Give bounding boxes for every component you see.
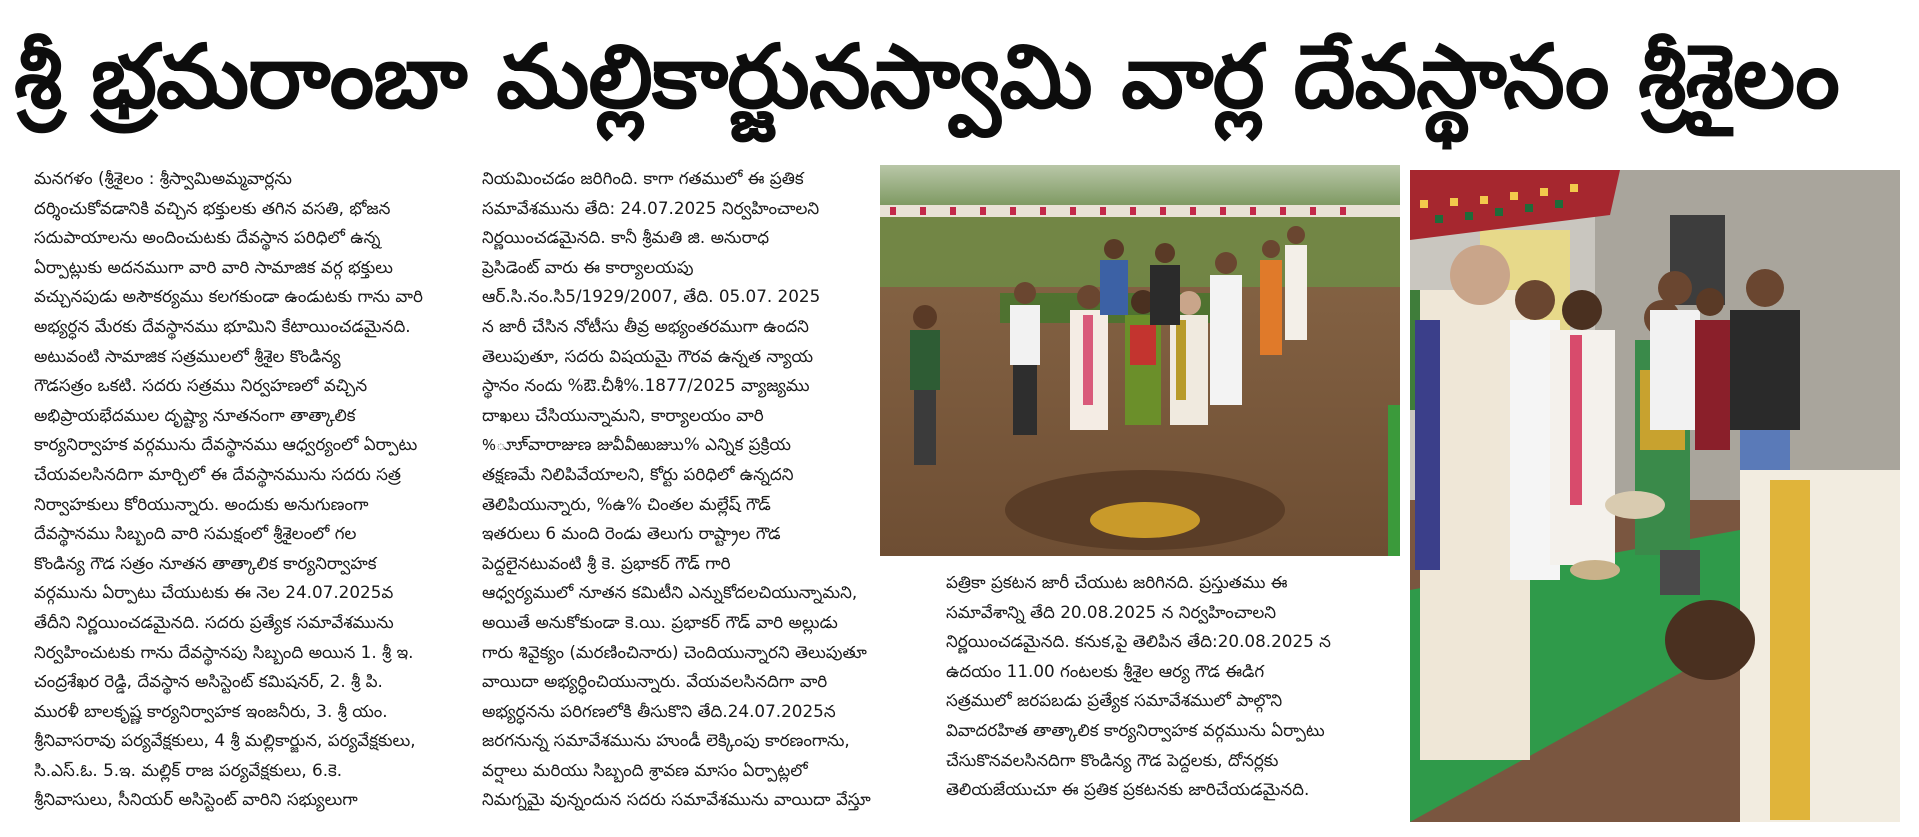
article-line: వచ్చునపుడు అసౌకర్యము కలగకుండా ఉండుటకు గాను వారి	[34, 286, 423, 307]
article-line: నిర్వాహకులు కోరియున్నారు. అందుకు అనుగుణంగా	[34, 493, 369, 514]
article-line: వాయిదా అభ్యర్ధించియున్నారు. వేయవలసినదిగా వారి	[482, 671, 828, 692]
article-line: సదుపాయాలను అందించుటకు దేవస్థాన పరిధిలో ఉన్న	[34, 227, 381, 248]
article-line: సమావేశాన్ని తేది 20.08.2025 న నిర్వహించాలని	[946, 601, 1277, 622]
article-line: వర్షాలు మరియు సిబ్బంది శ్రావణ మాసం ఏర్పాట్లలో	[482, 759, 808, 780]
article-line: ప్రెసిడెంట్ వారు ఈ కార్యాలయపు	[482, 256, 694, 277]
article-line: జరగనున్న సమావేశమును హుండీ లెక్కింపు కారణంగాను,	[482, 730, 850, 751]
article-line: నిర్వహించుటకు గాను దేవస్థానపు సిబ్బంది అయిన 1. శ్రీ ఇ.	[34, 641, 414, 662]
article-line: దాఖలు చేసియున్నామని, కార్యాలయం వారి	[482, 404, 764, 425]
article-line: సత్రములో జరపబడు ప్రత్యేక సమావేశములో పాల్గొని	[946, 690, 1283, 711]
article-line: అభ్యర్ధనను పరిగణలోకి తీసుకొని తేది.24.07.2025న	[482, 700, 836, 721]
field-scene-image	[880, 165, 1400, 556]
article-line: వర్గమును ఏర్పాటు చేయుటకు ఈ నెల 24.07.2025వ	[34, 582, 394, 603]
ceremony-photo-elders	[1410, 170, 1900, 822]
article-line: సి.ఎస్.ఓ. 5.ఇ. మల్లిక్ రాజ పర్యవేక్షకులు, 6.కె.	[34, 759, 343, 780]
article-line: చేయవలసినదిగా మార్చిలో ఈ దేవస్థానమును సదరు సత్ర	[34, 463, 401, 484]
article-line: కొండిన్య గౌడ సత్రం నూతన తాత్కాలిక కార్యనిర్వాహక	[34, 552, 377, 573]
article-line: తెలిపియున్నారు, %ఉ% చింతల మల్లేష్ గౌడ్	[482, 493, 771, 514]
article-line: అభ్యర్ధన మేరకు దేవస్థానము భూమిని కేటాయించడమైనది.	[34, 315, 411, 336]
article-line: వివాదరహిత తాత్కాలిక కార్యనిర్వాహక వర్గమును ఏర్పాటు	[946, 719, 1325, 740]
article-line: తక్షణమే నిలిపివేయాలని, కోర్టు పరిధిలో ఉన్నదని	[482, 463, 794, 484]
article-line: తెలియజేయుచూ ఈ ప్రతిక ప్రకటనకు జారిచేయడమైనది.	[946, 779, 1310, 800]
article-column-1	[34, 164, 478, 815]
article-line: ఇతరులు 6 మంది రెండు తెలుగు రాష్ట్రాల గౌడ	[482, 523, 781, 544]
article-line: పెద్దలైనటువంటి శ్రీ కె. ప్రభాకర్ గౌడ్ గారి	[482, 552, 731, 573]
article-line: నిర్ణయించడమైనది. కనుక,పై తెలిపిన తేది:20.08.2025 న	[946, 631, 1331, 652]
article-line: గారు శివైక్యం (మరణించినారు) చెందియున్నారని తెలుపుతూ	[482, 641, 867, 662]
article-line: మురళీ బాలకృష్ణ కార్యనిర్వాహక ఇంజనీరు, 3. శ్రీ యం.	[34, 700, 388, 721]
article-line: శ్రీనివాసరావు పర్యవేక్షకులు, 4 శ్రీ మల్లికార్జున, పర్యవేక్షకులు,	[34, 730, 416, 751]
article-line: అభిప్రాయభేదముల దృష్ట్యా నూతనంగా తాత్కాలిక	[34, 404, 356, 425]
article-line: తెలుపుతూ, సదరు విషయమై గౌరవ ఉన్నత న్యాయ	[482, 345, 814, 366]
article-line: మనగళం (శ్రీశైలం : శ్రీస్వామిఅమ్మవార్లను	[34, 168, 292, 188]
article-line: పత్రికా ప్రకటన జారీ చేయుట జరిగినది. ప్రస్తుతము ఈ	[946, 572, 1288, 592]
article-line: గౌడసత్రం ఒకటి. సదరు సత్రము నిర్వహణలో వచ్చిన	[34, 375, 368, 396]
article-line: అటువంటి సామాజిక సత్రములలో శ్రీశైల కొండిన్య	[34, 345, 341, 366]
article-line: నిమగ్నమై వున్నందున సదరు సమావేశమును వాయిదా వేస్తూ	[482, 789, 871, 810]
article-column-3	[946, 568, 1410, 805]
article-line: చంద్రశేఖర రెడ్డి, దేవస్థాన అసిస్టెంట్ కమిషనర్, 2. శ్రీ పి.	[34, 671, 383, 692]
article-line: దేవస్థానము సిబ్బంది వారి సమక్షంలో శ్రీశైలంలో గల	[34, 523, 357, 544]
article-line: అయితే అనుకోకుండా కె.యి. ప్రభాకర్ గౌడ్ వారి అల్లుడు	[482, 611, 838, 632]
article-line: న జారీ చేసిన నోటీసు తీవ్ర అభ్యంతరముగా ఉందని	[482, 315, 809, 336]
article-line: తేదీని నిర్ణయించడమైనది. సదరు ప్రత్యేక సమావేశమును	[34, 611, 394, 632]
article-line: శ్రీనివాసులు, సీనియర్ అసిస్టెంట్ వారిని సభ్యులుగా	[34, 789, 358, 810]
article-line: సమావేశమును తేది: 24.07.2025 నిర్వహించాలని	[482, 197, 820, 218]
article-line: ఆధ్వర్యములో నూతన కమిటీని ఎన్నుకోదలచియున్నామని,	[482, 582, 858, 603]
article-line: దర్శించుకోవడానికి వచ్చిన భక్తులకు తగిన వసతి, భోజన	[34, 197, 391, 218]
article-line: నిర్ణయించడమైనది. కానీ శ్రీమతి జి. అనురాధ	[482, 227, 770, 248]
article-line: కార్యనిర్వాహక వర్గమును దేవస్థానము ఆధ్వర్యంలో ఏర్పాటు	[34, 434, 418, 455]
headline: శ్రీ భ్రమరాంబా మల్లికార్జునస్వామి వార్ల దేవస్థానం శ్రీశైలం	[14, 25, 1839, 128]
ceremony-photo-field	[880, 165, 1400, 556]
article-line: ఏర్పాట్లుకు అదనముగా వారి వారి సామాజిక వర్గ భక్తులు	[34, 256, 393, 277]
article-line: ఉదయం 11.00 గంటలకు శ్రీశైల ఆర్య గౌడ ఈడిగ	[946, 660, 1265, 681]
article-line: స్థానం నందు %ఔ.చీశీ%.1877/2025 వ్యాజ్యము	[482, 375, 810, 396]
article-column-2	[482, 164, 892, 815]
article-line: ఆర్.సి.నం.సి5/1929/2007, తేది. 05.07. 2025	[482, 286, 821, 307]
article-line: చేసుకొనవలసినదిగా కొండిన్య గౌడ పెద్దలకు, దోనర్లకు	[946, 749, 1279, 770]
elders-scene-image	[1410, 170, 1900, 822]
article-line: నియమించడం జరిగింది. కాగా గతములో ఈ ప్రతిక	[482, 168, 804, 188]
article-line: %ూూ్వారాజుణ జువీవీఱుజుుు% ఎన్నిక ప్రక్రియ	[482, 434, 791, 455]
